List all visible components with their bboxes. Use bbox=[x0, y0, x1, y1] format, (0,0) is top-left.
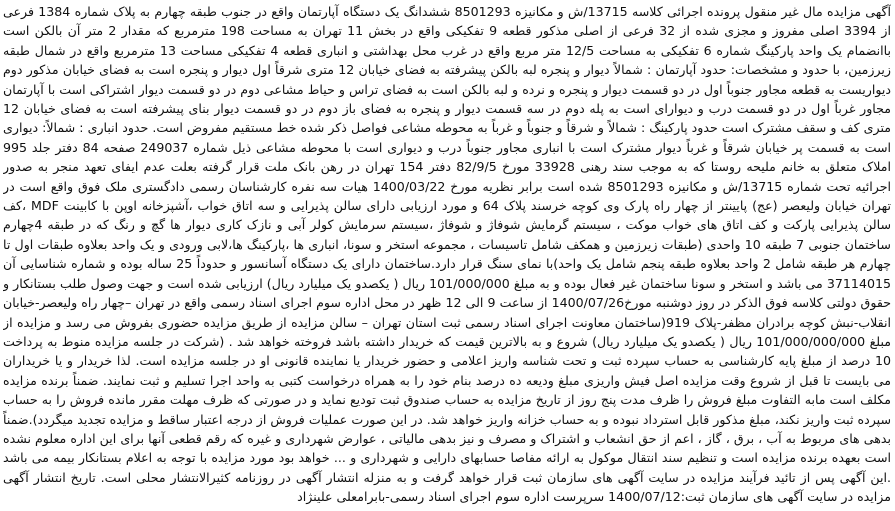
auction-notice bbox=[3, 2, 891, 509]
notice-body-text: آگهی مزایده مال غیر منقول پرونده اجرائی کلاسه 13715/ش و مکانیزه 8501293 ششدانگ یک دستگاه آپارتمان واقع در جنوب طبقه چهارم به پلاک شماره 1384 فرعی از 3394 اصلی مفروز و مجزی شده از 32 فرعی از اصلی مذکور قطعه 9 تفکیکی واقع در بخش 11 تهران به مساحت 198 مترمربع که مقدار 2 متر آن بالکن است باانضمام یک واحد پارکینگ شماره 6 تفکیکی به مساحت 12/5 متر مربع واقع در غرب محل بهداشتی و انباری قطعه 4 تفکیکی مساحت 13 مترمربع واقع در شمال طبقه زیرزمین، با حدود و مشخصات: حدود آپارتمان : شمالاً دیوار و پنجره لبه بالکن پیشرفته به فضای خیابان 12 متری شرقاً اول دیوار و پنجره است به فضای خیابان مذکور دوم دیواریست به قطعه مجاور جنوباً اول در دو قسمت دیوار و پنجره و نرده و لبه بالکن است به فضای تراس و حیاط مشاعی دوم در دو قسمت دیوار اشتراکی است با آپارتمان مجاور غرباً اول در دو قسمت درب و دیوارای است به پله دوم در سه قسمت دیوار و پنجره به فضای باز دوم در دو قسمت دیوار بنای پیشرفته است به فضای خیابان 12 متری کف و سقف مشترک است حدود پارکینگ : شمالاً و شرقاً و جنوباً و غرباً به محوطه مشاعی فواصل ذکر شده خط مستقیم مفروض است. حدود انباری : شمالاً: دیواری است به قسمت پر خیابان شرقاً و غرباً دیوار مشترک است با انباری مجاور جنوباً درب و دیواری است با محوطه مشاعی ذیل شماره 249037 صفحه 84 دفتر جلد 995 املاک متعلق به خانم ملیحه روستا که به موجب سند رهنی 33928 مورخ 82/9/5 دفتر 154 تهران در رهن بانک ملت قرار گرفته بعلت عدم ایفای تعهد منجر به صدور اجرائیه تحت شماره 13715/ش و مکانیزه 8501293 شده است برابر نظریه مورخ 1400/03/22 هیات سه نفره کارشناسان رسمی دادگستری ملک فوق واقع است در تهران خیابان ولیعصر (عج) پایینتر از چهار راه پارک وی کوچه خرسند پلاک 64 و مورد ارزیابی دارای سالن پذیرایی و سه اتاق خواب ،آشپزخانه اوپن با کابینت MDF ،کف سالن پذیرایی پارکت و کف اتاق های خواب موکت ، سیستم گرمایش شوفاژ و شوفاژ ،سیستم سرمایش کولر آبی و نازک کاری دیوار ها گچ و رنگ که در طبقه 4چهارم ساختمان جنوبی 7 طبقه 10 واحدی (طبقات زیرزمین و همکف شامل تاسیسات ، مجموعه استخر و سونا، انباری ها ،پارکینگ ها،لابی ورودی و یک واحد بعلاوه طبقات اول تا چهارم هر طبقه شامل 2 واحد بعلاوه طبقه پنجم شامل یک واحد)با نمای سنگ قرار دارد.ساختمان دارای یک دستگاه آسانسور و حدوداً 25 ساله بوده و شماره شناسایی آن 37114015 می باشد و استخر و سونا ساختمان غیر فعال بوده و به مبلغ 101/000/000 ریال ( یکصدو یک میلیارد ریال) ارزیابی شده است و جهت وصول طلب بستانکار و حقوق دولتی کلاسه فوق الذکر در روز دوشنبه مورخ1400/07/26 از ساعت 9 الی 12 ظهر در محل اداره سوم اجرای اسناد رسمی واقع در تهران –چهار راه ولیعصر-خیابان انقلاب-نبش کوچه برادران مظفر-پلاک 919(ساختمان معاونت اجرای اسناد رسمی ثبت استان تهران – سالن مزایده از طریق مزایده حضوری بفروش می رسد و مزایده از مبلغ 101/000/000/000 ریال ( یکصدو یک میلیارد ریال) شروع و به بالاترین قیمت که خریدار داشته باشد فروخته خواهد شد . (شرکت در جلسه مزایده منوط به پرداخت 10 درصد از مبلغ پایه کارشناسی به حساب سپرده ثبت و تحت شناسه واریز اعلامی و حضور خریدار یا نماینده قانونی او در جلسه مزایده است. لذا خریدار و یا خریداران می بایست تا قبل از شروع وقت مزایده اصل فیش واریزی مبلغ ودیعه ده درصد بنام خود را به همراه درخواست کتبی به واحد اجرا تسلیم و ثبت نمایند. ضمناً برنده مزایده مکلف است مابه التفاوت مبلغ فروش را ظرف مدت پنج روز از تاریخ مزایده به حساب صندوق ثبت تودیع نماید و در صورتی که ظرف مهلت مقرر مانده فروش را به حساب سپرده ثبت واریز نکند، مبلغ مذکور قابل استرداد نبوده و به حساب خزانه واریز خواهد شد. در این صورت عملیات فروش از درجه اعتبار ساقط و مزایده تجدید میگردد).ضمناً بدهی های مربوط به آب ، برق ، گاز ، اعم از حق انشعاب و اشتراک و مصرف و نیز بدهی مالیاتی ، عوارض شهرداری و غیره که رقم قطعی آنها برای این اداره معلوم نشده است بعهده برنده مزایده است و تنظیم سند انتقال موکول به ارائه مفاصا حسابهای دارایی و شهرداری و ... خواهد بود مورد مزایده با توجه به اعلام بستانکار بیمه می باشد .این آگهی پس از تائید فرآیند مزایده در سایت آگهی های سازمان ثبت قرار خواهد گرفت و به منزله انتشار آگهی در روزنامه کثیرالانتشار محلی است. تاریخ انتشار آگهی مزایده در سایت آگهی های سازمان ثبت:1400/07/12 سرپرست اداره سوم اجرای اسناد رسمی-بابرامعلی علینژاد bbox=[3, 4, 891, 505]
